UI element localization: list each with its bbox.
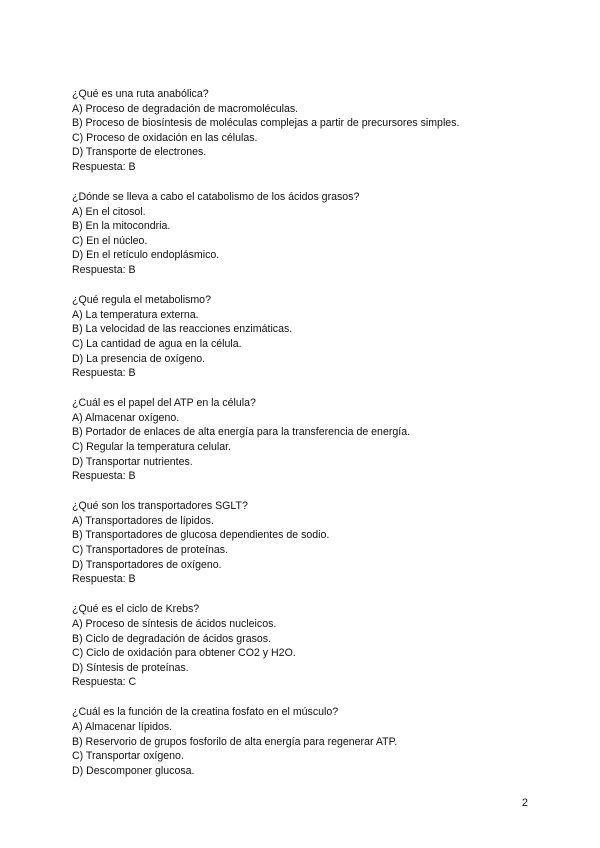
question-text: ¿Qué son los transportadores SGLT? bbox=[72, 500, 248, 513]
option-c: C) Transportadores de proteínas. bbox=[72, 544, 229, 557]
option-c: C) La cantidad de agua en la célula. bbox=[72, 337, 242, 350]
question-block bbox=[72, 293, 572, 381]
option-a: A) La temperatura externa. bbox=[72, 308, 199, 321]
option-b: B) Proceso de biosíntesis de moléculas complejas a partir de precursores simples. bbox=[72, 117, 460, 130]
question-text: ¿Qué regula el metabolismo? bbox=[72, 294, 211, 307]
page-number: 2 bbox=[521, 797, 528, 809]
document-body bbox=[72, 87, 572, 794]
option-d: D) Transporte de electrones. bbox=[72, 146, 207, 159]
option-d: D) Transportadores de oxígeno. bbox=[72, 558, 222, 571]
answer-text: Respuesta: B bbox=[72, 573, 136, 586]
question-block bbox=[72, 87, 572, 175]
answer-text: Respuesta: B bbox=[72, 160, 136, 173]
option-b: B) La velocidad de las reacciones enzimáticas. bbox=[72, 323, 293, 336]
question-text: ¿Qué es una ruta anabólica? bbox=[72, 88, 209, 100]
question-text: ¿Dónde se lleva a cabo el catabolismo de los ácidos grasos? bbox=[72, 191, 360, 204]
option-b: B) Ciclo de degradación de ácidos grasos. bbox=[72, 632, 272, 645]
option-d: D) En el retículo endoplásmico. bbox=[72, 249, 220, 262]
option-a: A) Proceso de síntesis de ácidos nucleicos. bbox=[72, 617, 277, 630]
option-d: D) Descomponer glucosa. bbox=[72, 764, 195, 777]
answer-text: Respuesta: C bbox=[72, 676, 137, 689]
question-block bbox=[72, 499, 572, 587]
option-b: B) Reservorio de grupos fosforilo de alta energía para regenerar ATP. bbox=[72, 735, 398, 748]
option-b: B) Transportadores de glucosa dependientes de sodio. bbox=[72, 529, 330, 542]
answer-text: Respuesta: B bbox=[72, 264, 136, 277]
option-c: C) En el núcleo. bbox=[72, 234, 148, 247]
answer-text: Respuesta: B bbox=[72, 470, 136, 483]
question-block bbox=[72, 396, 572, 484]
option-d: D) La presencia de oxígeno. bbox=[72, 352, 206, 365]
option-b: B) En la mitocondria. bbox=[72, 220, 171, 233]
option-c: C) Proceso de oxidación en las células. bbox=[72, 131, 258, 144]
option-d: D) Síntesis de proteínas. bbox=[72, 661, 189, 674]
option-d: D) Transportar nutrientes. bbox=[72, 455, 193, 468]
option-c: C) Regular la temperatura celular. bbox=[72, 440, 231, 453]
question-text: ¿Cuál es la función de la creatina fosfato en el músculo? bbox=[72, 706, 339, 719]
option-a: A) Proceso de degradación de macromoléculas. bbox=[72, 102, 299, 115]
option-a: A) Transportadores de lípidos. bbox=[72, 514, 214, 527]
option-a: A) En el citosol. bbox=[72, 205, 146, 218]
question-block bbox=[72, 602, 572, 690]
option-a: A) Almacenar lípidos. bbox=[72, 720, 173, 733]
option-c: C) Transportar oxígeno. bbox=[72, 750, 184, 763]
option-a: A) Almacenar oxígeno. bbox=[72, 411, 180, 424]
question-text: ¿Qué es el ciclo de Krebs? bbox=[72, 603, 200, 616]
option-b: B) Portador de enlaces de alta energía para la transferencia de energía. bbox=[72, 426, 411, 439]
answer-text: Respuesta: B bbox=[72, 367, 136, 380]
question-block bbox=[72, 190, 572, 278]
option-c: C) Ciclo de oxidación para obtener CO2 y H2O. bbox=[72, 647, 296, 660]
question-text: ¿Cuál es el papel del ATP en la célula? bbox=[72, 397, 256, 410]
question-block bbox=[72, 705, 572, 778]
